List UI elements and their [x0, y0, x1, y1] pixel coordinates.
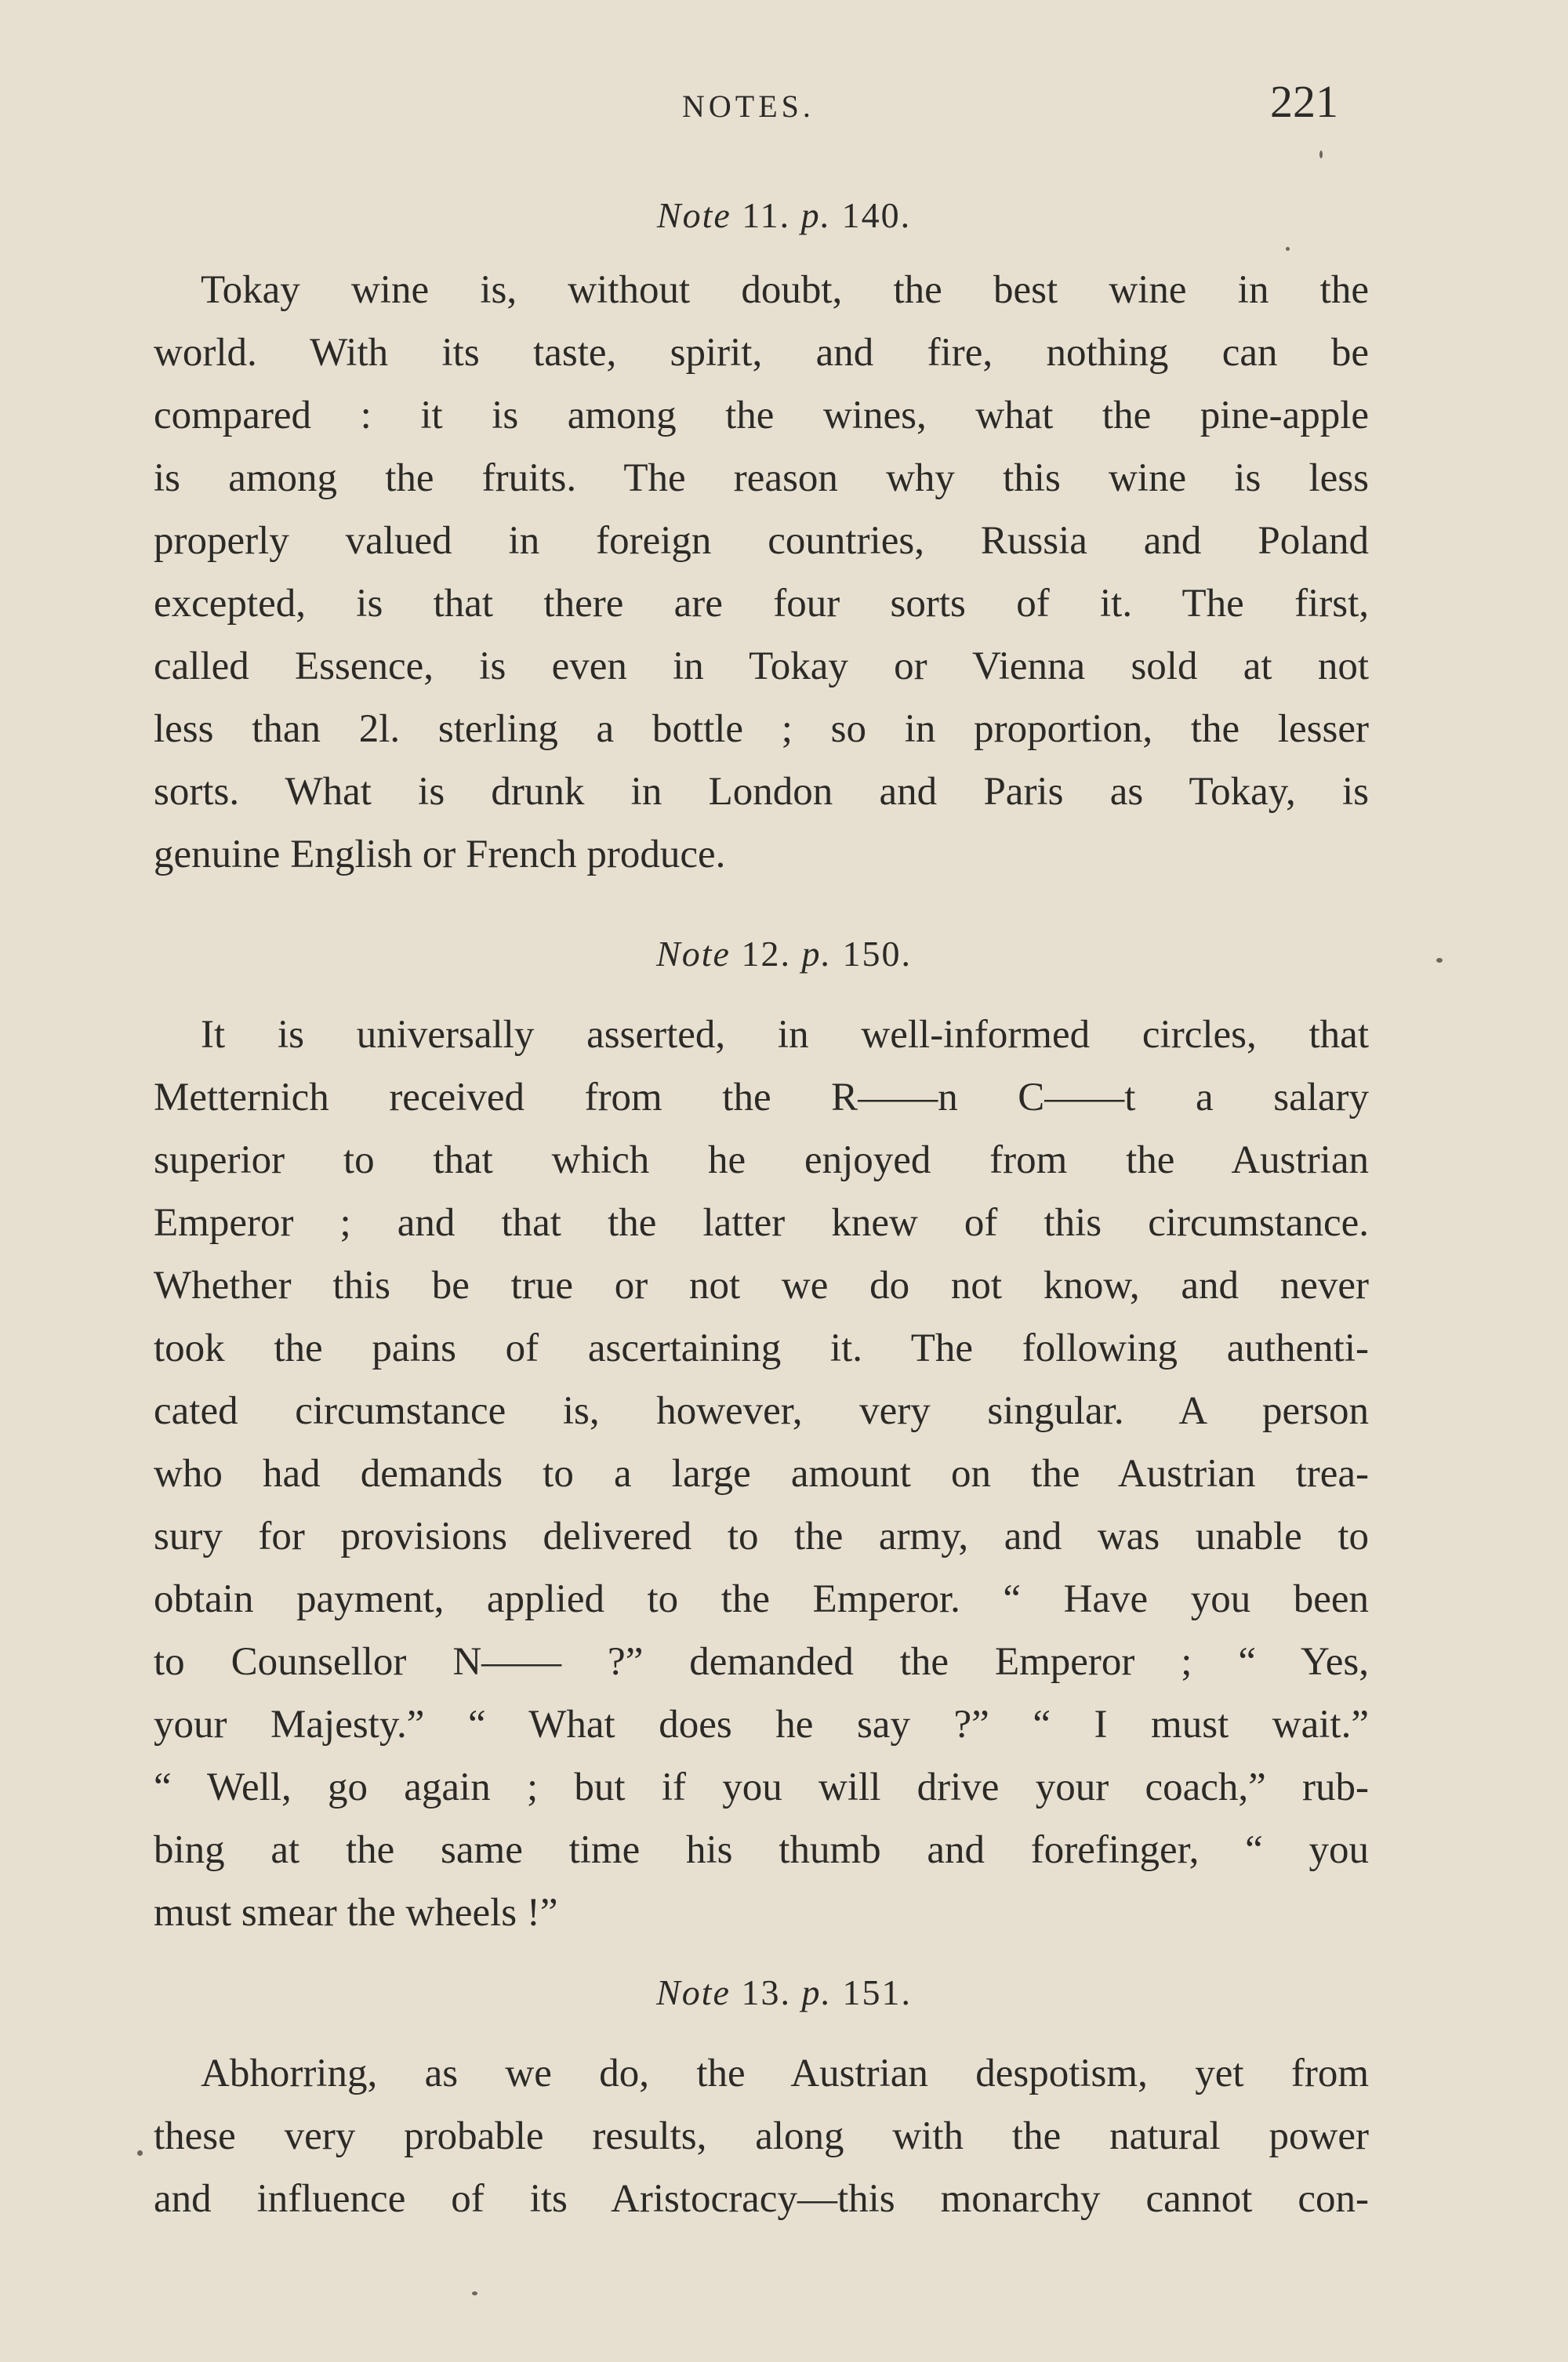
note-page-abbrev: p.	[801, 934, 832, 974]
note-page-number: 140.	[841, 195, 912, 235]
paper-speck	[1286, 247, 1290, 251]
text-line: excepted, is that there are four sorts of it. The first,	[154, 582, 1369, 626]
note-13-body	[154, 2042, 1369, 2230]
note-page-number: 151.	[842, 1972, 912, 2012]
text-line: Emperor ; and that the latter knew of this circumstance.	[154, 1201, 1369, 1245]
paper-speck	[472, 2291, 477, 2295]
text-line: world. With its taste, spirit, and fire, nothing can be	[154, 331, 1369, 375]
note-label: Note	[656, 1972, 731, 2012]
text-line: superior to that which he enjoyed from the Austrian	[154, 1138, 1369, 1182]
note-11-heading	[0, 194, 1568, 236]
text-line: “ Well, go again ; but if you will drive your coach,” rub-	[154, 1765, 1369, 1809]
text-line: must smear the wheels !”	[154, 1891, 558, 1935]
text-line: obtain payment, applied to the Emperor. “ Have you been	[154, 1577, 1369, 1621]
text-line: It is universally asserted, in well-informed circles, that	[201, 1013, 1369, 1057]
text-line: called Essence, is even in Tokay or Vienna sold at not	[154, 644, 1369, 688]
note-12-heading	[0, 933, 1568, 974]
text-line: is among the fruits. The reason why this wine is less	[154, 456, 1369, 500]
note-13-heading	[0, 1972, 1568, 2013]
note-page-abbrev: p.	[800, 195, 832, 235]
text-line: Tokay wine is, without doubt, the best wine in the	[201, 268, 1369, 312]
text-line: genuine English or French produce.	[154, 833, 726, 876]
note-12-body	[154, 1003, 1369, 1944]
note-label: Note	[656, 195, 731, 235]
text-line: bing at the same time his thumb and forefinger, “ you	[154, 1828, 1369, 1872]
text-line: your Majesty.” “ What does he say ?” “ I must wait.”	[154, 1703, 1369, 1747]
text-line: who had demands to a large amount on the Austrian trea-	[154, 1452, 1369, 1496]
text-line: took the pains of ascertaining it. The following authenti-	[154, 1326, 1369, 1370]
text-line: less than 2l. sterling a bottle ; so in proportion, the lesser	[154, 707, 1369, 751]
text-line: sury for provisions delivered to the army, and was unable to	[154, 1515, 1369, 1558]
text-line: cated circumstance is, however, very singular. A person	[154, 1389, 1369, 1433]
page-number: 221	[1270, 76, 1338, 127]
paper-speck	[137, 2150, 143, 2156]
note-11-body	[154, 259, 1369, 886]
text-line: sorts. What is drunk in London and Paris as Tokay, is	[154, 770, 1369, 814]
text-line: Whether this be true or not we do not know, and never	[154, 1264, 1369, 1308]
running-head	[0, 78, 1568, 133]
text-line: these very probable results, along with the natural power	[154, 2114, 1369, 2158]
running-title: NOTES.	[682, 89, 815, 124]
paper-speck	[1436, 958, 1443, 963]
note-number: 11.	[742, 195, 791, 235]
text-line: Abhorring, as we do, the Austrian despotism, yet from	[201, 2052, 1369, 2095]
note-number: 12.	[741, 934, 791, 974]
note-label: Note	[656, 934, 731, 974]
note-page-number: 150.	[842, 934, 912, 974]
text-line: compared : it is among the wines, what the pine-apple	[154, 394, 1369, 437]
paper-speck	[1319, 151, 1323, 158]
text-line: Metternich received from the R——n C——t a salary	[154, 1076, 1369, 1119]
note-number: 13.	[741, 1972, 791, 2012]
note-page-abbrev: p.	[801, 1972, 832, 2012]
text-line: properly valued in foreign countries, Russia and Poland	[154, 519, 1369, 563]
text-line: to Counsellor N—— ?” demanded the Emperor ; “ Yes,	[154, 1640, 1369, 1684]
text-line: and influence of its Aristocracy—this monarchy cannot con-	[154, 2177, 1369, 2221]
